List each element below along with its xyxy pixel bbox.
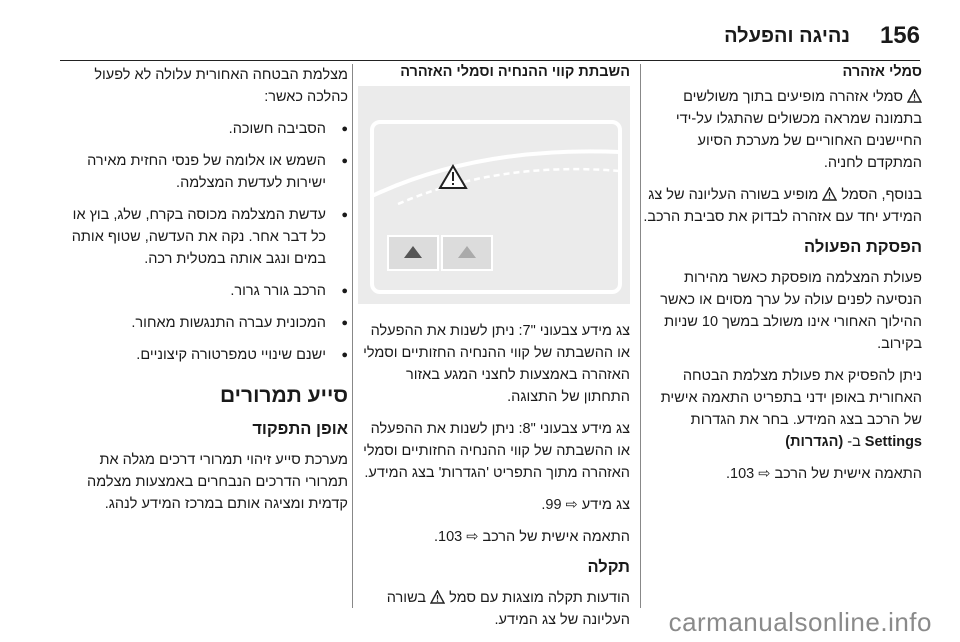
column-divider-left xyxy=(352,64,353,608)
warning-triangle-icon xyxy=(430,590,445,604)
page-number: 156 xyxy=(879,22,920,49)
list-item: ● ישנם שינויי טמפרטורה קיצוניים. xyxy=(64,344,348,366)
para-warning-top-line: בנוסף, הסמל מופיע בשורה העליונה של צג המידע יחד עם אזהרה לבדוק את סביבת הרכב. xyxy=(643,187,922,225)
warning-triangle-icon xyxy=(907,89,922,103)
list-item: ● הסביבה חשוכה. xyxy=(64,118,348,140)
column-right xyxy=(640,64,922,608)
conditions-list xyxy=(64,118,348,366)
para-reference-103: התאמה אישית של הרכב ⇨ 103. xyxy=(726,466,922,482)
watermark: carmanualsonline.info xyxy=(668,607,932,637)
heading-traffic-sign-assistant: סייע תמרורים xyxy=(219,384,348,407)
column-middle xyxy=(358,64,630,628)
rear-camera-display-figure xyxy=(358,86,630,304)
para-toggle-8inch: צג מידע צבעוני "8: ניתן לשנות את ההפעלה או ההשבתה של קווי ההנחיה החזותיים וסמלי האזהרה מתוך התפריט 'הגדרות' בצג המידע. xyxy=(363,421,630,481)
para-tsr-general: מערכת סייע זיהוי תמרורי דרכים מגלה את תמרורי הדרכים הנבחרים באמצעות מצלמה קדמית ומציגה אותם במרכז המידע לנהג. xyxy=(87,452,348,512)
heading-general: אופן התפקוד xyxy=(252,420,348,438)
page-header xyxy=(60,22,920,58)
settings-label-hebrew: (הגדרות) xyxy=(785,434,844,450)
heading-fault: תקלה xyxy=(587,558,630,576)
warning-triangle-icon xyxy=(822,187,837,201)
para-may-not-work: מצלמת הבטחה האחורית עלולה לא לפעול כהלכה כאשר: xyxy=(94,67,348,105)
rear-camera-display-illustration xyxy=(358,86,630,304)
list-item: ● השמש או אלומה של פנסי החזית מאירה ישירות לעדשת המצלמה. xyxy=(64,150,348,194)
para-reference-103: התאמה אישית של הרכב ⇨ 103. xyxy=(434,529,630,545)
list-item: ● המכונית עברה התנגשות מאחור. xyxy=(64,312,348,334)
list-item: ● הרכב גורר גרור. xyxy=(64,280,348,302)
settings-label: Settings xyxy=(864,434,922,450)
header-rule xyxy=(60,60,920,61)
para-deactivation-manual: ניתן להפסיק את פעולת מצלמת הבטחה האחורית באופן ידני בתפריט התאמה אישית של הרכב בצג המידע. בחר את הגדרות Settings ב- (הגדרות) xyxy=(660,368,922,450)
column-left xyxy=(64,64,348,608)
list-item: ● עדשת המצלמה מכוסה בקרח, שלג, בוץ או כל דבר אחר. נקה את העדשה, שטוף אותה במים ונגב אותה במטלית רכה. xyxy=(64,204,348,270)
heading-toggle-guidelines: השבתת קווי ההנחיה וסמלי האזהרה xyxy=(400,64,630,80)
chapter-title: נהיגה והפעלה xyxy=(724,25,850,47)
para-fault: הודעות תקלה מוצגות עם סמל בשורה העליונה של צג המידע. xyxy=(386,590,630,628)
para-reference-99: צג מידע ⇨ 99. xyxy=(541,497,630,513)
para-warning-symbols: סמלי אזהרה מופיעים בתוך משולשים בתמונה שמראה מכשולים שהתגלו על-ידי החיישנים האחוריים של מערכת הסיוע המתקדם לחניה. xyxy=(675,89,922,171)
heading-warning-symbols: סמלי אזהרה xyxy=(842,64,922,80)
heading-deactivation: הפסקת הפעולה xyxy=(804,238,922,256)
para-deactivation-auto: פעולת המצלמה מופסקת כאשר מהירות הנסיעה לפנים עולה על ערך מסוים או כאשר ההילוך האחורי אינו משולב במשך 10 שניות בקירוב. xyxy=(660,270,922,352)
para-toggle-7inch: צג מידע צבעוני "7: ניתן לשנות את ההפעלה או ההשבתה של קווי ההנחיה החזותיים וסמלי האזהרה באמצעות לחצני המגע באזור התחתון של התצוגה. xyxy=(363,323,630,405)
